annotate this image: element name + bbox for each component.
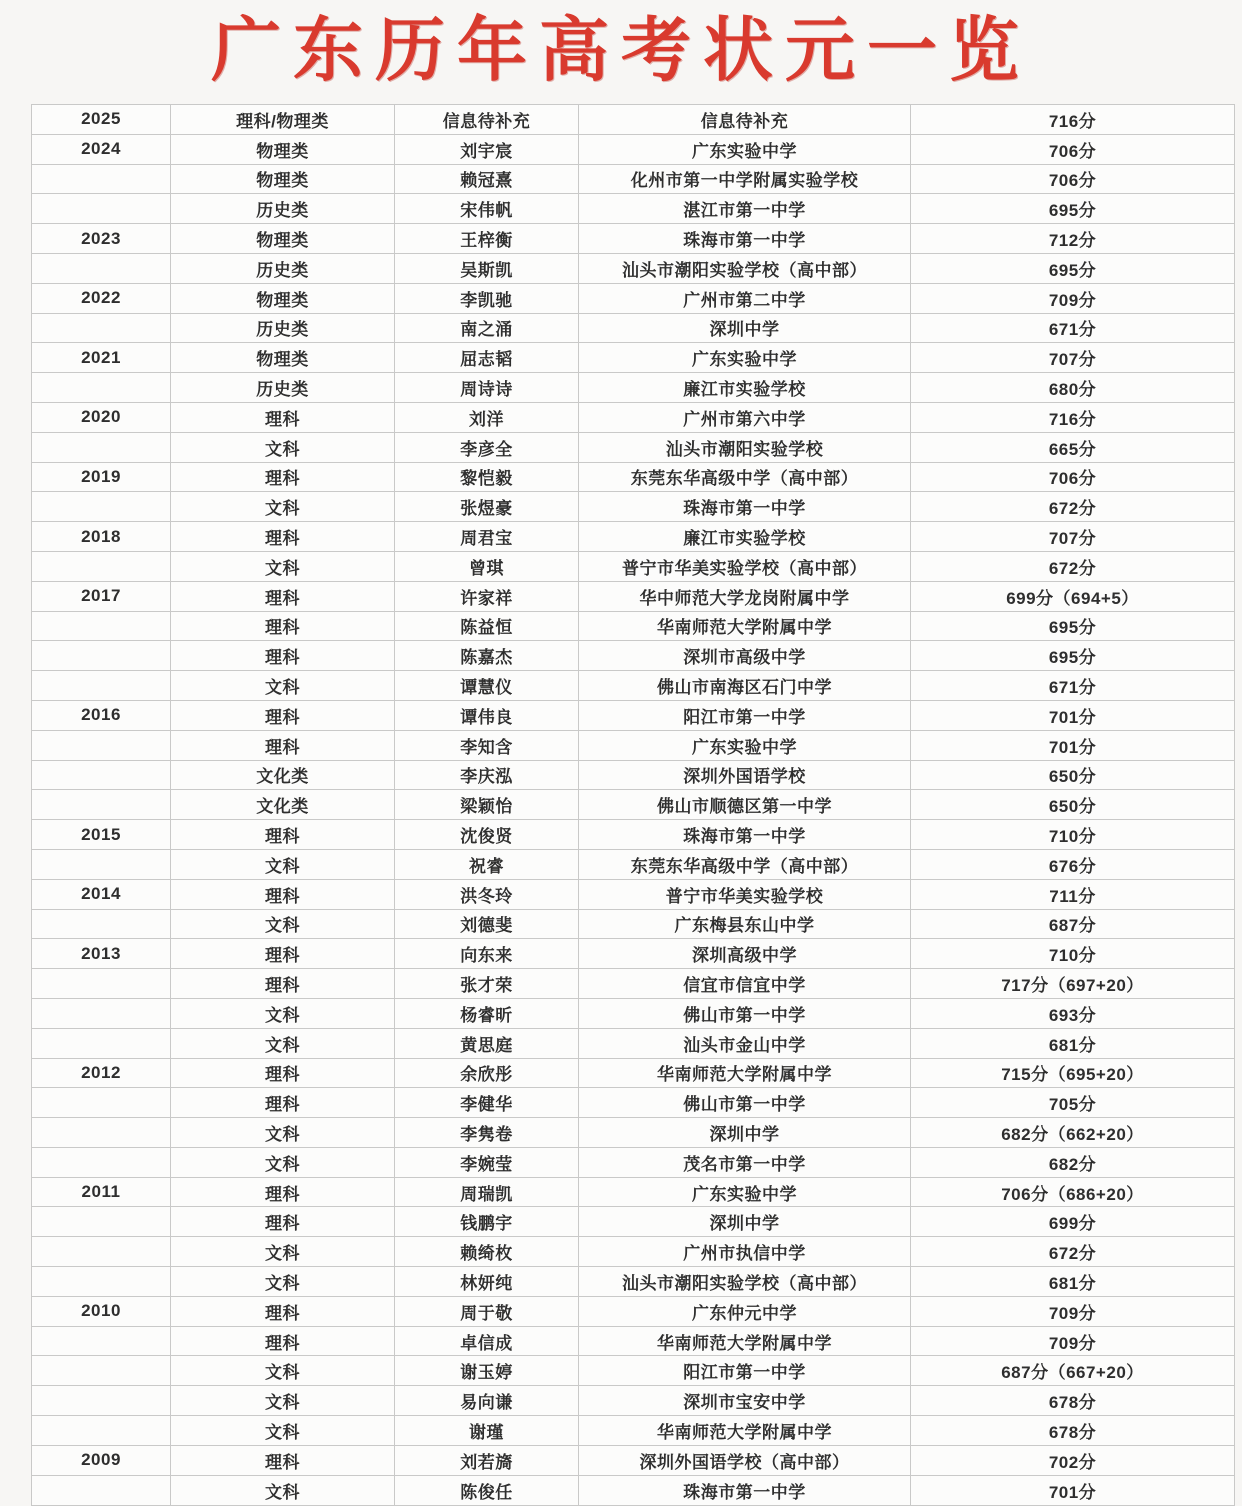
cell-name: 余欣彤 [395, 1058, 579, 1088]
cell-score: 715分（695+20） [911, 1058, 1235, 1088]
table-row [32, 1356, 1235, 1386]
cell-school: 东莞东华高级中学（高中部） [579, 849, 911, 879]
cell-name: 陈俊任 [395, 1475, 579, 1505]
cell-score: 695分 [911, 253, 1235, 283]
cell-score: 680分 [911, 373, 1235, 403]
cell-name: 林妍纯 [395, 1267, 579, 1297]
cell-score: 650分 [911, 760, 1235, 790]
table-row [32, 909, 1235, 939]
cell-school: 华南师范大学附属中学 [579, 1326, 911, 1356]
table-row [32, 760, 1235, 790]
cell-category: 理科 [171, 462, 395, 492]
table-row [32, 820, 1235, 850]
cell-school: 湛江市第一中学 [579, 194, 911, 224]
cell-score: 712分 [911, 224, 1235, 254]
cell-school: 汕头市潮阳实验学校（高中部） [579, 253, 911, 283]
cell-school: 深圳中学 [579, 1118, 911, 1148]
cell-score: 707分 [911, 343, 1235, 373]
cell-score: 709分 [911, 283, 1235, 313]
cell-school: 东莞东华高级中学（高中部） [579, 462, 911, 492]
table-row [32, 611, 1235, 641]
cell-year: 2017 [32, 581, 171, 611]
cell-school: 深圳市高级中学 [579, 641, 911, 671]
cell-category: 文科 [171, 671, 395, 701]
cell-category: 文科 [171, 1386, 395, 1416]
cell-score: 699分 [911, 1207, 1235, 1237]
cell-school: 深圳中学 [579, 1207, 911, 1237]
table-row [32, 581, 1235, 611]
cell-year [32, 1386, 171, 1416]
cell-school: 广东实验中学 [579, 343, 911, 373]
cell-name: 刘若旖 [395, 1445, 579, 1475]
cell-category: 历史类 [171, 373, 395, 403]
cell-score: 665分 [911, 432, 1235, 462]
table-row [32, 1445, 1235, 1475]
cell-school: 华南师范大学附属中学 [579, 611, 911, 641]
cell-category: 文科 [171, 492, 395, 522]
cell-school: 汕头市金山中学 [579, 1028, 911, 1058]
cell-score: 699分（694+5） [911, 581, 1235, 611]
cell-school: 珠海市第一中学 [579, 1475, 911, 1505]
cell-category: 理科 [171, 969, 395, 999]
cell-school: 华中师范大学龙岗附属中学 [579, 581, 911, 611]
cell-category: 文科 [171, 1267, 395, 1297]
cell-name: 谭伟良 [395, 700, 579, 730]
cell-year [32, 1207, 171, 1237]
cell-school: 广州市执信中学 [579, 1237, 911, 1267]
cell-year: 2024 [32, 134, 171, 164]
cell-score: 710分 [911, 939, 1235, 969]
table-row [32, 283, 1235, 313]
cell-school: 珠海市第一中学 [579, 224, 911, 254]
cell-year [32, 730, 171, 760]
cell-school: 信宜市信宜中学 [579, 969, 911, 999]
cell-school: 广东仲元中学 [579, 1296, 911, 1326]
table-row [32, 1475, 1235, 1505]
cell-year: 2015 [32, 820, 171, 850]
cell-category: 文科 [171, 1147, 395, 1177]
table-row [32, 1386, 1235, 1416]
cell-category: 文科 [171, 849, 395, 879]
cell-category: 理科 [171, 522, 395, 552]
table-row [32, 1296, 1235, 1326]
cell-score: 701分 [911, 700, 1235, 730]
cell-year [32, 253, 171, 283]
cell-school: 广州市第六中学 [579, 402, 911, 432]
cell-school: 汕头市潮阳实验学校 [579, 432, 911, 462]
cell-score: 682分（662+20） [911, 1118, 1235, 1148]
cell-school: 深圳中学 [579, 313, 911, 343]
cell-category: 物理类 [171, 343, 395, 373]
cell-category: 物理类 [171, 164, 395, 194]
cell-school: 茂名市第一中学 [579, 1147, 911, 1177]
cell-school: 普宁市华美实验学校 [579, 879, 911, 909]
cell-score: 710分 [911, 820, 1235, 850]
cell-name: 宋伟帆 [395, 194, 579, 224]
cell-score: 705分 [911, 1088, 1235, 1118]
cell-year: 2013 [32, 939, 171, 969]
cell-category: 理科/物理类 [171, 105, 395, 135]
cell-score: 676分 [911, 849, 1235, 879]
cell-score: 695分 [911, 641, 1235, 671]
cell-score: 672分 [911, 492, 1235, 522]
table-row [32, 1028, 1235, 1058]
cell-school: 广东实验中学 [579, 1177, 911, 1207]
table-row [32, 1326, 1235, 1356]
table-row [32, 641, 1235, 671]
cell-name: 信息待补充 [395, 105, 579, 135]
cell-category: 理科 [171, 1296, 395, 1326]
cell-category: 理科 [171, 1207, 395, 1237]
cell-name: 向东来 [395, 939, 579, 969]
cell-name: 曾琪 [395, 551, 579, 581]
cell-name: 周于敬 [395, 1296, 579, 1326]
cell-name: 李凯驰 [395, 283, 579, 313]
cell-score: 706分 [911, 462, 1235, 492]
cell-category: 理科 [171, 641, 395, 671]
cell-category: 理科 [171, 879, 395, 909]
cell-score: 678分 [911, 1386, 1235, 1416]
cell-school: 华南师范大学附属中学 [579, 1058, 911, 1088]
cell-category: 文科 [171, 1475, 395, 1505]
cell-school: 广州市第二中学 [579, 283, 911, 313]
cell-year: 2022 [32, 283, 171, 313]
table-row [32, 1207, 1235, 1237]
cell-name: 黄思庭 [395, 1028, 579, 1058]
table-row [32, 462, 1235, 492]
cell-category: 文科 [171, 998, 395, 1028]
cell-year [32, 373, 171, 403]
cell-category: 文化类 [171, 790, 395, 820]
cell-year [32, 1088, 171, 1118]
cell-year [32, 611, 171, 641]
cell-category: 理科 [171, 1445, 395, 1475]
table-row [32, 402, 1235, 432]
cell-name: 周君宝 [395, 522, 579, 552]
cell-school: 广东实验中学 [579, 730, 911, 760]
cell-year [32, 194, 171, 224]
cell-score: 681分 [911, 1028, 1235, 1058]
cell-category: 理科 [171, 939, 395, 969]
cell-year [32, 1326, 171, 1356]
table-row [32, 1088, 1235, 1118]
cell-name: 刘洋 [395, 402, 579, 432]
cell-name: 谢瑾 [395, 1416, 579, 1446]
cell-category: 文科 [171, 1416, 395, 1446]
cell-score: 671分 [911, 313, 1235, 343]
table-row [32, 253, 1235, 283]
cell-school: 广东梅县东山中学 [579, 909, 911, 939]
cell-year: 2025 [32, 105, 171, 135]
cell-category: 理科 [171, 820, 395, 850]
cell-name: 赖绮枚 [395, 1237, 579, 1267]
cell-year [32, 551, 171, 581]
cell-year [32, 790, 171, 820]
table-row [32, 998, 1235, 1028]
table-row [32, 164, 1235, 194]
cell-category: 理科 [171, 1177, 395, 1207]
cell-category: 理科 [171, 730, 395, 760]
cell-name: 张煜豪 [395, 492, 579, 522]
cell-score: 693分 [911, 998, 1235, 1028]
table-row [32, 849, 1235, 879]
table-row [32, 373, 1235, 403]
cell-year [32, 969, 171, 999]
cell-score: 716分 [911, 105, 1235, 135]
cell-year [32, 1237, 171, 1267]
table-row [32, 432, 1235, 462]
cell-year: 2009 [32, 1445, 171, 1475]
cell-score: 650分 [911, 790, 1235, 820]
cell-year: 2010 [32, 1296, 171, 1326]
cell-category: 文科 [171, 1028, 395, 1058]
cell-school: 珠海市第一中学 [579, 820, 911, 850]
cell-year [32, 909, 171, 939]
cell-name: 李隽卷 [395, 1118, 579, 1148]
cell-name: 刘德斐 [395, 909, 579, 939]
cell-score: 701分 [911, 1475, 1235, 1505]
cell-school: 佛山市顺德区第一中学 [579, 790, 911, 820]
cell-year [32, 1147, 171, 1177]
cell-name: 祝睿 [395, 849, 579, 879]
cell-year: 2014 [32, 879, 171, 909]
cell-name: 谢玉婷 [395, 1356, 579, 1386]
cell-school: 佛山市第一中学 [579, 998, 911, 1028]
cell-year: 2021 [32, 343, 171, 373]
cell-score: 709分 [911, 1296, 1235, 1326]
cell-school: 信息待补充 [579, 105, 911, 135]
cell-year [32, 164, 171, 194]
cell-category: 文科 [171, 1356, 395, 1386]
cell-score: 687分 [911, 909, 1235, 939]
cell-score: 702分 [911, 1445, 1235, 1475]
table-row [32, 134, 1235, 164]
table-row [32, 790, 1235, 820]
cell-name: 吴斯凯 [395, 253, 579, 283]
cell-score: 695分 [911, 194, 1235, 224]
cell-year [32, 760, 171, 790]
cell-name: 黎恺毅 [395, 462, 579, 492]
table-row [32, 939, 1235, 969]
cell-school: 汕头市潮阳实验学校（高中部） [579, 1267, 911, 1297]
cell-school: 佛山市南海区石门中学 [579, 671, 911, 701]
cell-school: 廉江市实验学校 [579, 373, 911, 403]
cell-category: 历史类 [171, 313, 395, 343]
cell-school: 深圳高级中学 [579, 939, 911, 969]
cell-name: 杨睿昕 [395, 998, 579, 1028]
cell-category: 理科 [171, 1326, 395, 1356]
table-row [32, 522, 1235, 552]
cell-name: 李庆泓 [395, 760, 579, 790]
cell-school: 深圳市宝安中学 [579, 1386, 911, 1416]
cell-name: 梁颖怡 [395, 790, 579, 820]
cell-year: 2019 [32, 462, 171, 492]
cell-year: 2016 [32, 700, 171, 730]
cell-school: 阳江市第一中学 [579, 1356, 911, 1386]
table-row [32, 1118, 1235, 1148]
cell-school: 佛山市第一中学 [579, 1088, 911, 1118]
cell-school: 深圳外国语学校 [579, 760, 911, 790]
cell-school: 广东实验中学 [579, 134, 911, 164]
cell-year [32, 671, 171, 701]
cell-score: 671分 [911, 671, 1235, 701]
table-row [32, 1177, 1235, 1207]
cell-category: 理科 [171, 700, 395, 730]
cell-score: 706分（686+20） [911, 1177, 1235, 1207]
cell-year: 2011 [32, 1177, 171, 1207]
cell-year [32, 313, 171, 343]
table-row [32, 105, 1235, 135]
table-row [32, 1147, 1235, 1177]
cell-year [32, 1267, 171, 1297]
cell-category: 物理类 [171, 224, 395, 254]
cell-name: 南之涌 [395, 313, 579, 343]
table-row [32, 1416, 1235, 1446]
cell-year: 2012 [32, 1058, 171, 1088]
cell-school: 化州市第一中学附属实验学校 [579, 164, 911, 194]
table-row [32, 194, 1235, 224]
cell-score: 717分（697+20） [911, 969, 1235, 999]
table-row [32, 551, 1235, 581]
cell-category: 文科 [171, 432, 395, 462]
cell-name: 钱鹏宇 [395, 1207, 579, 1237]
cell-name: 陈益恒 [395, 611, 579, 641]
cell-name: 周瑞凯 [395, 1177, 579, 1207]
cell-score: 672分 [911, 1237, 1235, 1267]
cell-score: 678分 [911, 1416, 1235, 1446]
table-row [32, 343, 1235, 373]
cell-category: 文化类 [171, 760, 395, 790]
cell-year [32, 432, 171, 462]
cell-category: 理科 [171, 1088, 395, 1118]
cell-name: 屈志韬 [395, 343, 579, 373]
cell-name: 许家祥 [395, 581, 579, 611]
cell-category: 理科 [171, 402, 395, 432]
cell-name: 李健华 [395, 1088, 579, 1118]
cell-score: 709分 [911, 1326, 1235, 1356]
top-scorers-table [31, 104, 1235, 1506]
cell-name: 谭慧仪 [395, 671, 579, 701]
table-row [32, 1237, 1235, 1267]
cell-year [32, 1416, 171, 1446]
cell-name: 李知含 [395, 730, 579, 760]
cell-score: 672分 [911, 551, 1235, 581]
cell-name: 王梓衡 [395, 224, 579, 254]
cell-name: 李婉莹 [395, 1147, 579, 1177]
cell-category: 历史类 [171, 194, 395, 224]
cell-year [32, 1118, 171, 1148]
page-title: 广东历年高考状元一览 [211, 11, 1031, 89]
cell-score: 716分 [911, 402, 1235, 432]
cell-category: 文科 [171, 551, 395, 581]
cell-year: 2018 [32, 522, 171, 552]
cell-score: 706分 [911, 134, 1235, 164]
table-row [32, 224, 1235, 254]
cell-name: 张才荣 [395, 969, 579, 999]
cell-school: 深圳外国语学校（高中部） [579, 1445, 911, 1475]
cell-name: 易向谦 [395, 1386, 579, 1416]
table-row [32, 1058, 1235, 1088]
cell-name: 赖冠熹 [395, 164, 579, 194]
table-row [32, 1267, 1235, 1297]
cell-category: 理科 [171, 611, 395, 641]
cell-name: 刘宇宸 [395, 134, 579, 164]
cell-school: 华南师范大学附属中学 [579, 1416, 911, 1446]
table-row [32, 969, 1235, 999]
cell-name: 沈俊贤 [395, 820, 579, 850]
table-row [32, 730, 1235, 760]
cell-score: 701分 [911, 730, 1235, 760]
table-row [32, 671, 1235, 701]
cell-score: 711分 [911, 879, 1235, 909]
table-row [32, 879, 1235, 909]
cell-year [32, 1475, 171, 1505]
cell-score: 695分 [911, 611, 1235, 641]
table-body [32, 105, 1235, 1506]
cell-name: 李彦全 [395, 432, 579, 462]
table-row [32, 313, 1235, 343]
cell-year [32, 1028, 171, 1058]
cell-score: 687分（667+20） [911, 1356, 1235, 1386]
cell-category: 历史类 [171, 253, 395, 283]
cell-school: 珠海市第一中学 [579, 492, 911, 522]
cell-year [32, 849, 171, 879]
cell-score: 682分 [911, 1147, 1235, 1177]
cell-score: 706分 [911, 164, 1235, 194]
cell-school: 廉江市实验学校 [579, 522, 911, 552]
cell-year [32, 641, 171, 671]
cell-score: 681分 [911, 1267, 1235, 1297]
cell-school: 普宁市华美实验学校（高中部） [579, 551, 911, 581]
cell-name: 周诗诗 [395, 373, 579, 403]
cell-year [32, 998, 171, 1028]
cell-school: 阳江市第一中学 [579, 700, 911, 730]
cell-category: 文科 [171, 1118, 395, 1148]
cell-year: 2020 [32, 402, 171, 432]
table-row [32, 700, 1235, 730]
cell-category: 理科 [171, 1058, 395, 1088]
cell-year [32, 492, 171, 522]
cell-name: 陈嘉杰 [395, 641, 579, 671]
cell-year: 2023 [32, 224, 171, 254]
cell-year [32, 1356, 171, 1386]
cell-score: 707分 [911, 522, 1235, 552]
cell-category: 文科 [171, 1237, 395, 1267]
cell-category: 物理类 [171, 134, 395, 164]
cell-category: 文科 [171, 909, 395, 939]
cell-category: 物理类 [171, 283, 395, 313]
cell-category: 理科 [171, 581, 395, 611]
cell-name: 洪冬玲 [395, 879, 579, 909]
cell-name: 卓信成 [395, 1326, 579, 1356]
table-row [32, 492, 1235, 522]
